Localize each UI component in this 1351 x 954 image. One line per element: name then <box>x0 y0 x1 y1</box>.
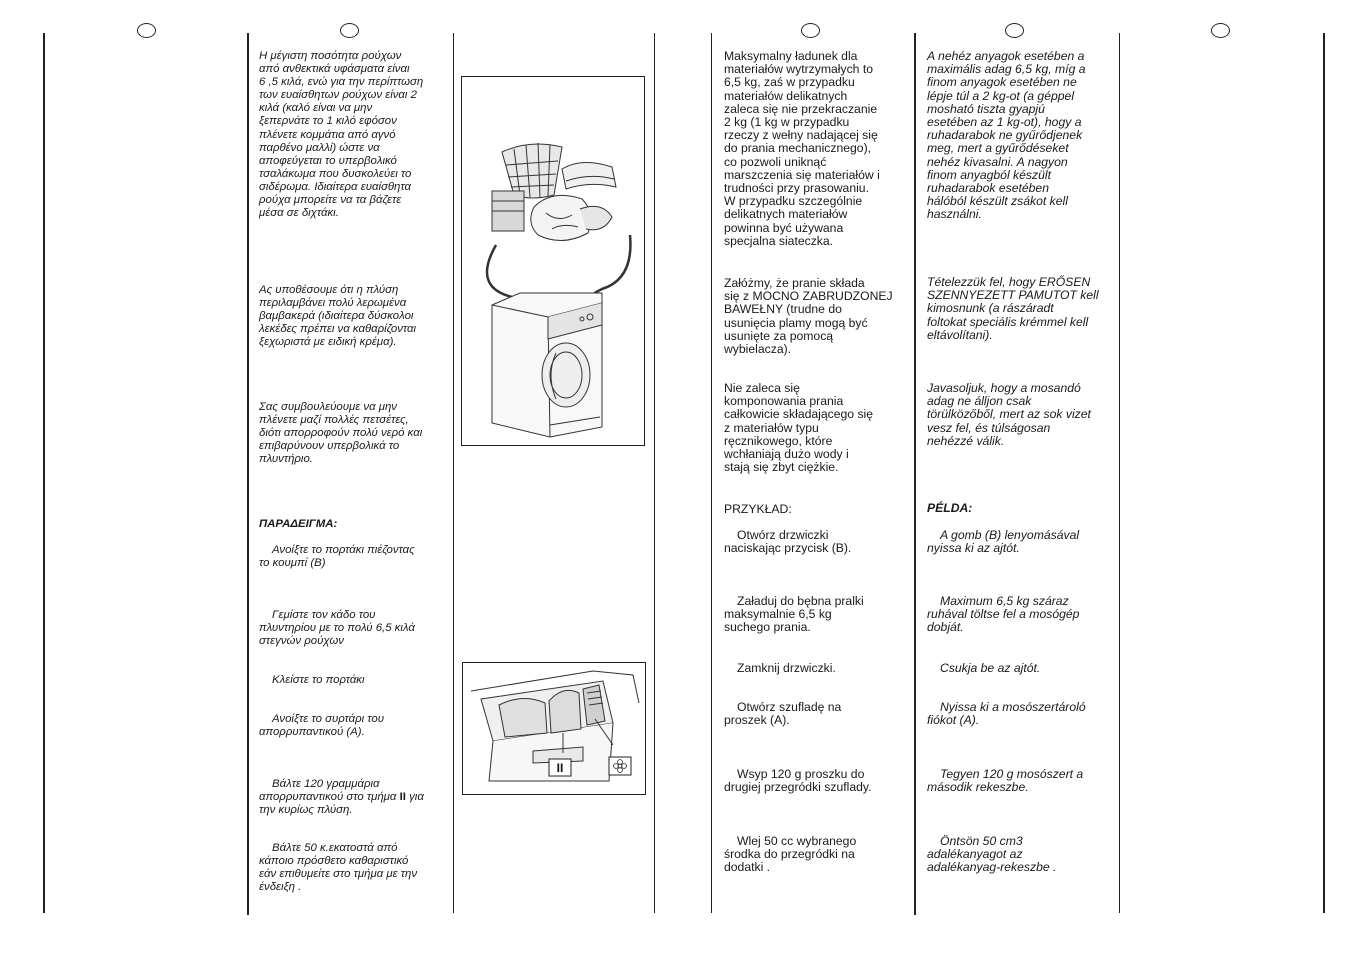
hungarian-step-3: Csukja be az ajtót. <box>940 661 1041 675</box>
hungarian-step-5: Tegyen 120 g mosószert a második rekeszbe. <box>927 767 1084 795</box>
hungarian-column <box>927 49 1117 875</box>
language-marker-circle-5 <box>1211 23 1230 38</box>
greek-step-4: Ανοίξτε το συρτάρι του απορρυπαντικού (Α). <box>259 713 384 739</box>
polish-example-title: PRZYKŁAD: <box>724 502 792 516</box>
spread-center-left-rule <box>654 33 655 913</box>
greek-step-5-text-a: Βάλτε 120 γραμμάρια απορρυπαντικού στο τμήμα <box>259 778 397 804</box>
greek-step-5-text-b: για την κυρίως πλύση. <box>259 791 424 817</box>
polish-step-5: Wsyp 120 g proszku do drugiej przegródki szuflady. <box>724 767 872 795</box>
polish-towels-paragraph: Nie zaleca się komponowania prania całkowicie składającego się z materiałów typu ręcznikowego, które wchłaniają dużo wody i stają się zbyt ciężkie. <box>724 381 874 475</box>
page-left-border <box>43 33 45 913</box>
hungarian-step-2: Maximum 6,5 kg száraz ruhával töltse fel a mosógép dobját. <box>927 594 1080 635</box>
greek-step-6: Βάλτε 50 κ.εκατοστά από κάποιο πρόσθετο καθαριστικό εάν επιθυμείτε στο τμήμα με την ένδειξη . <box>259 842 418 894</box>
laundry-into-machine-illustration <box>462 77 644 445</box>
hungarian-intro-paragraph: A nehéz anyagok esetében a maximális adag 6,5 kg, míg a finom anyagok esetében ne lépje túl a 2 kg-ot (a géppel mosható tiszta gyapjú esetében az 1 kg-ot), hogy a ruhadarabok ne gyűrődjenek meg, mert a gyűrődéseket nehéz kivasalni. A nagyon finom anyagból készült ruhadarabok esetében hálóból készült zsákot kell használni. <box>927 49 1086 222</box>
greek-example-title: ΠΑΡΑΔΕΙΓΜΑ: <box>259 518 338 530</box>
hungarian-soiled-paragraph: Tételezzük fel, hogy ERŐSEN SZENNYEZETT PAMUTOT kell kimosnunk (a rászáradt foltokat speciális krémmel kell eltávolítani). <box>927 275 1099 342</box>
polish-step-1: Otwórz drzwiczki naciskając przycisk (B). <box>724 528 852 556</box>
language-marker-circle-3 <box>801 23 820 38</box>
greek-step-1: Ανοίξτε το πορτάκι πιέζοντας το κουμπί (Β) <box>259 544 415 570</box>
hungarian-towels-paragraph: Javasoljuk, hogy a mosandó adag ne álljon csak törülközőből, mert az sok vizet vesz fel, és túlságosan nehézzé válik. <box>927 381 1091 448</box>
hungarian-step-1: A gomb (B) lenyomásával nyissa ki az ajtót. <box>927 528 1080 556</box>
greek-towels-paragraph: Σας συμβουλεύουμε να μην πλένετε μαζί πολλές πετσέτες, διότι απορροφούν πολύ νερό και επιβαρύνουν υπερβολικά το πλυντήριο. <box>259 401 423 466</box>
hungarian-column-right-rule <box>1119 33 1120 913</box>
greek-intro-paragraph: Η μέγιστη ποσότητα ρούχων από ανθεκτικά υφάσματα είναι 6 ,5 κιλά, ενώ για την περίπτωση των ευαίσθητων ρούχων είναι 2 κιλά (καλό είναι να μην ξεπερνάτε το 1 κιλό εφόσον πλένετε κομμάτια από αγνό παρθένο μαλλί) ώστε να αποφεύγεται το υπερβολικό τσαλάκωμα που δυσκολεύει το σιδέρωμα. Ιδιαίτερα ευαίσθητα ρούχα μπορείτε να τα βάζετε μέσα σε διχτάκι. <box>259 50 424 220</box>
polish-step-2: Załaduj do bębna pralki maksymalnie 6,5 kg suchego prania. <box>724 594 864 635</box>
hungarian-step-6: Öntsön 50 cm3 adalékanyagot az adalékanyag-rekeszbe . <box>927 834 1057 875</box>
greek-step-5-compartment: ΙΙ <box>399 791 406 804</box>
drawer-compartment-label: II <box>556 761 564 775</box>
greek-soiled-paragraph: Ας υποθέσουμε ότι η πλύση περιλαμβάνει πολύ λερωμένα βαμβακερά (ιδιαίτερα δύσκολοι λεκέδες πρέπει να καθαρίζονται ξεχωριστά με ειδική κρέμα). <box>259 284 417 349</box>
greek-step-3: Κλείστε το πορτάκι <box>272 674 365 686</box>
laundry-loading-figure <box>461 76 645 446</box>
polish-intro-paragraph: Maksymalny ładunek dla materiałów wytrzymałych to 6,5 kg, zaś w przypadku materiałów delikatnych zaleca się nie przekraczanie 2 kg (1 kg w przypadku rzeczy z wełny nadającej się do prania mechanicznego), co pozwoli uniknąć marszczenia się materiałów i trudności przy prasowaniu. W przypadku szczególnie delikatnych materiałów powinna być używana specjalna siateczka. <box>724 49 880 248</box>
language-marker-circle-2 <box>340 23 359 38</box>
hungarian-step-4: Nyissa ki a mosószertároló fiókot (A). <box>927 700 1086 728</box>
detergent-drawer-figure <box>462 662 646 795</box>
spread-center-right-rule <box>711 33 712 913</box>
polish-step-4: Otwórz szufladę na proszek (A). <box>724 700 842 728</box>
detergent-drawer-illustration <box>463 663 645 794</box>
page-right-border <box>1323 33 1325 913</box>
hungarian-example-title: PÉLDA: <box>927 501 973 515</box>
language-marker-circle-1 <box>137 23 156 38</box>
polish-column <box>724 49 910 875</box>
hungarian-column-left-rule <box>914 33 916 915</box>
greek-column-left-rule <box>247 33 249 915</box>
greek-step-2: Γεμίστε τον κάδο του πλυντηρίου με το πολύ 6,5 κιλά στεγνών ρούχων <box>259 609 415 648</box>
polish-soiled-paragraph: Załóżmy, że pranie składa się z MOCNO ZABRUDZONEJ BAWEŁNY (trudne do usunięcia plamy mogą być usunięte za pomocą wybielacza). <box>724 276 893 357</box>
polish-step-3: Zamknij drzwiczki. <box>737 661 836 675</box>
figure-column-left-rule <box>453 33 454 913</box>
greek-column <box>259 50 449 894</box>
greek-step-5 <box>259 778 424 817</box>
language-marker-circle-4 <box>1005 23 1024 38</box>
polish-step-6: Wlej 50 cc wybranego środka do przegródki na dodatki . <box>724 834 857 875</box>
